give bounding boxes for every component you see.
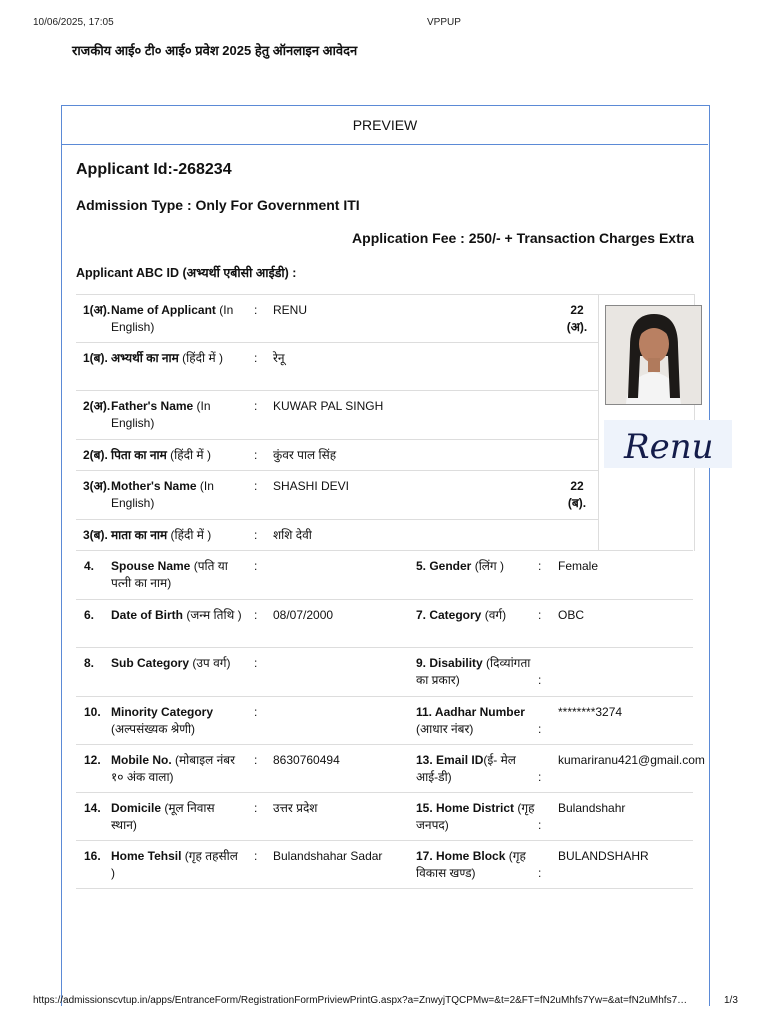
field-colon: : bbox=[254, 752, 258, 767]
field-value: 8630760494 bbox=[273, 752, 340, 767]
field-value: KUWAR PAL SINGH bbox=[273, 399, 384, 413]
field-label-2 bbox=[416, 607, 541, 624]
field-colon: : bbox=[254, 608, 258, 623]
field-colon: : bbox=[254, 303, 258, 317]
detail-row bbox=[76, 744, 705, 793]
field-label-main: Mobile No. bbox=[111, 752, 172, 767]
field-label-main: Date of Birth bbox=[111, 608, 183, 623]
field-label bbox=[111, 800, 243, 834]
field-value-2: kumariranu421@gmail.com bbox=[558, 752, 705, 767]
field-label bbox=[111, 607, 243, 624]
field-label-sub: (हिंदी में ) bbox=[167, 528, 212, 542]
field-value: उत्तर प्रदेश bbox=[273, 801, 318, 815]
site-name: VPPUP bbox=[427, 17, 461, 28]
field-value-2: Bulandshahr bbox=[558, 801, 626, 815]
signature-text: Renu bbox=[624, 427, 714, 467]
field-colon: : bbox=[254, 704, 258, 719]
field-label-main: Name of Applicant bbox=[111, 303, 216, 317]
field-label-main: अभ्यर्थी का नाम bbox=[111, 351, 179, 365]
applicant-photo bbox=[605, 305, 702, 405]
field-number: 16. bbox=[84, 849, 101, 864]
field-label-sub: (गृह विकास खण्ड) bbox=[416, 849, 526, 881]
field-extra: 22 (अ). bbox=[566, 303, 588, 334]
field-label-main: Home Tehsil bbox=[111, 849, 182, 864]
field-number: 1(ब). bbox=[83, 351, 108, 365]
field-label-main: Spouse Name bbox=[111, 559, 191, 573]
personal-row bbox=[76, 342, 598, 391]
field-label-main: 9. Disability bbox=[416, 656, 483, 671]
field-number: 2(अ). bbox=[83, 399, 111, 413]
field-number: 3(ब). bbox=[83, 528, 108, 542]
field-label bbox=[111, 527, 243, 544]
field-label-main: Sub Category bbox=[111, 656, 190, 671]
field-value: SHASHI DEVI bbox=[273, 479, 350, 493]
footer-url: https://admissionscvtup.in/apps/EntranceForm/RegistrationFormPriviewPrintG.aspx?a=ZnwyjTQCPMw=&t=2&FT=fN2uMhfs7Yw=&at=fN2uMhfs7… bbox=[33, 995, 688, 1006]
field-value-2: OBC bbox=[558, 608, 585, 623]
field-colon: : bbox=[254, 528, 258, 542]
field-label-2 bbox=[416, 704, 541, 738]
field-label bbox=[111, 704, 243, 738]
field-label-main: माता का नाम bbox=[111, 528, 168, 542]
field-colon-2: : bbox=[538, 559, 542, 573]
field-colon-2: : bbox=[538, 769, 542, 784]
field-label bbox=[111, 655, 243, 672]
field-number: 6. bbox=[84, 608, 95, 623]
field-number: 12. bbox=[84, 752, 101, 767]
field-label-2 bbox=[416, 848, 541, 882]
field-label-2 bbox=[416, 558, 541, 575]
field-label bbox=[111, 848, 243, 882]
field-label-main: 13. Email ID bbox=[416, 752, 484, 767]
field-label-main: 17. Home Block bbox=[416, 849, 506, 864]
field-colon: : bbox=[254, 479, 258, 493]
field-label-main: 11. Aadhar Number bbox=[416, 704, 525, 719]
personal-row bbox=[76, 294, 598, 343]
field-colon: : bbox=[254, 801, 258, 815]
field-label-main: 7. Category bbox=[416, 608, 482, 623]
field-label-sub: (मोबाइल नंबर १० अंक वाला) bbox=[111, 752, 236, 784]
field-colon: : bbox=[254, 399, 258, 413]
field-label-sub: (वर्ग) bbox=[481, 608, 507, 623]
field-value: शशि देवी bbox=[273, 528, 312, 542]
divider bbox=[76, 888, 693, 889]
field-value: 08/07/2000 bbox=[273, 608, 334, 623]
field-label bbox=[111, 558, 243, 592]
field-label-sub: (आधार नंबर) bbox=[416, 721, 474, 736]
field-label-main: 5. Gender bbox=[416, 559, 472, 573]
detail-row bbox=[76, 696, 693, 745]
abc-id-label: Applicant ABC ID (अभ्यर्थी एबीसी आईडी) : bbox=[76, 266, 297, 280]
field-label-sub: (पति या पत्नी का नाम) bbox=[111, 559, 228, 590]
field-label-main: 15. Home District bbox=[416, 801, 515, 815]
field-label-sub: (गृह जनपद) bbox=[416, 801, 535, 832]
field-number: 2(ब). bbox=[83, 448, 108, 462]
field-value-2: ********3274 bbox=[558, 704, 623, 719]
field-colon: : bbox=[254, 448, 258, 462]
field-value: Bulandshahar Sadar bbox=[273, 849, 383, 864]
field-colon: : bbox=[254, 656, 258, 671]
field-label bbox=[111, 398, 243, 432]
field-label bbox=[111, 478, 243, 512]
field-label bbox=[111, 302, 243, 336]
field-colon-2: : bbox=[538, 673, 542, 688]
field-colon-2: : bbox=[538, 818, 542, 832]
field-colon-2: : bbox=[538, 866, 542, 881]
field-label-sub: (उप वर्ग) bbox=[189, 656, 231, 671]
field-number: 1(अ). bbox=[83, 303, 111, 317]
field-label-sub: (In English) bbox=[111, 303, 234, 334]
field-label bbox=[111, 447, 243, 464]
detail-row bbox=[76, 551, 693, 599]
field-number: 4. bbox=[84, 559, 95, 573]
field-label-main: Domicile bbox=[111, 801, 162, 815]
admission-type: Admission Type : Only For Government ITI bbox=[76, 197, 360, 213]
personal-row bbox=[76, 470, 598, 520]
field-label-main: Father's Name bbox=[111, 399, 194, 413]
field-label-sub: (मूल निवास स्थान) bbox=[111, 801, 215, 832]
personal-row bbox=[76, 390, 598, 440]
page-number: 1/3 bbox=[724, 995, 738, 1006]
field-label-sub: (गृह तहसील ) bbox=[111, 849, 238, 881]
detail-row bbox=[76, 792, 693, 841]
applicant-id: Applicant Id:-268234 bbox=[76, 161, 232, 178]
field-label-sub: (In English) bbox=[111, 479, 214, 510]
personal-row bbox=[76, 519, 598, 551]
field-label-sub: (लिंग ) bbox=[471, 559, 505, 573]
field-value: कुंवर पाल सिंह bbox=[273, 448, 337, 462]
field-value: RENU bbox=[273, 303, 308, 317]
preview-heading: PREVIEW bbox=[62, 106, 708, 145]
field-colon-2: : bbox=[538, 608, 542, 623]
application-fee: Application Fee : 250/- + Transaction Charges Extra bbox=[352, 230, 694, 246]
field-colon: : bbox=[254, 559, 258, 573]
field-extra: 22 (ब). bbox=[567, 479, 587, 510]
field-label-sub: (ई- मेल आई-डी) bbox=[416, 752, 516, 784]
detail-row bbox=[76, 599, 693, 648]
field-colon: : bbox=[254, 351, 258, 365]
field-label-main: Minority Category bbox=[111, 704, 214, 719]
field-label-sub: (In English) bbox=[111, 399, 211, 430]
personal-row bbox=[76, 439, 598, 471]
field-number: 14. bbox=[84, 801, 101, 815]
page-title: राजकीय आई० टी० आई० प्रवेश 2025 हेतु ऑनलाइन आवेदन bbox=[72, 43, 358, 58]
field-label bbox=[111, 752, 243, 786]
field-value-2: Female bbox=[558, 559, 599, 573]
field-number: 10. bbox=[84, 704, 101, 719]
field-label-2 bbox=[416, 800, 541, 834]
field-label-main: Mother's Name bbox=[111, 479, 197, 493]
field-label-main: पिता का नाम bbox=[111, 448, 167, 462]
field-number: 3(अ). bbox=[83, 479, 111, 493]
field-label bbox=[111, 350, 243, 367]
field-label-sub: (दिव्यांगता का प्रकार) bbox=[416, 656, 531, 688]
detail-row bbox=[76, 840, 693, 889]
field-label-sub: (जन्म तिथि ) bbox=[183, 608, 242, 623]
field-label-sub: (हिंदी में ) bbox=[166, 448, 211, 462]
field-label-sub: (अल्पसंख्यक श्रेणी) bbox=[111, 721, 196, 736]
field-label-2 bbox=[416, 752, 541, 786]
field-colon-2: : bbox=[538, 721, 542, 736]
applicant-signature bbox=[604, 420, 732, 468]
field-colon: : bbox=[254, 849, 258, 864]
detail-row bbox=[76, 647, 693, 696]
field-label-2 bbox=[416, 655, 541, 689]
field-value-2: BULANDSHAHR bbox=[558, 849, 649, 864]
print-datetime: 10/06/2025, 17:05 bbox=[33, 17, 114, 28]
field-label-sub: (हिंदी में ) bbox=[178, 351, 223, 365]
field-value: रेनू bbox=[273, 351, 285, 365]
field-number: 8. bbox=[84, 656, 95, 671]
